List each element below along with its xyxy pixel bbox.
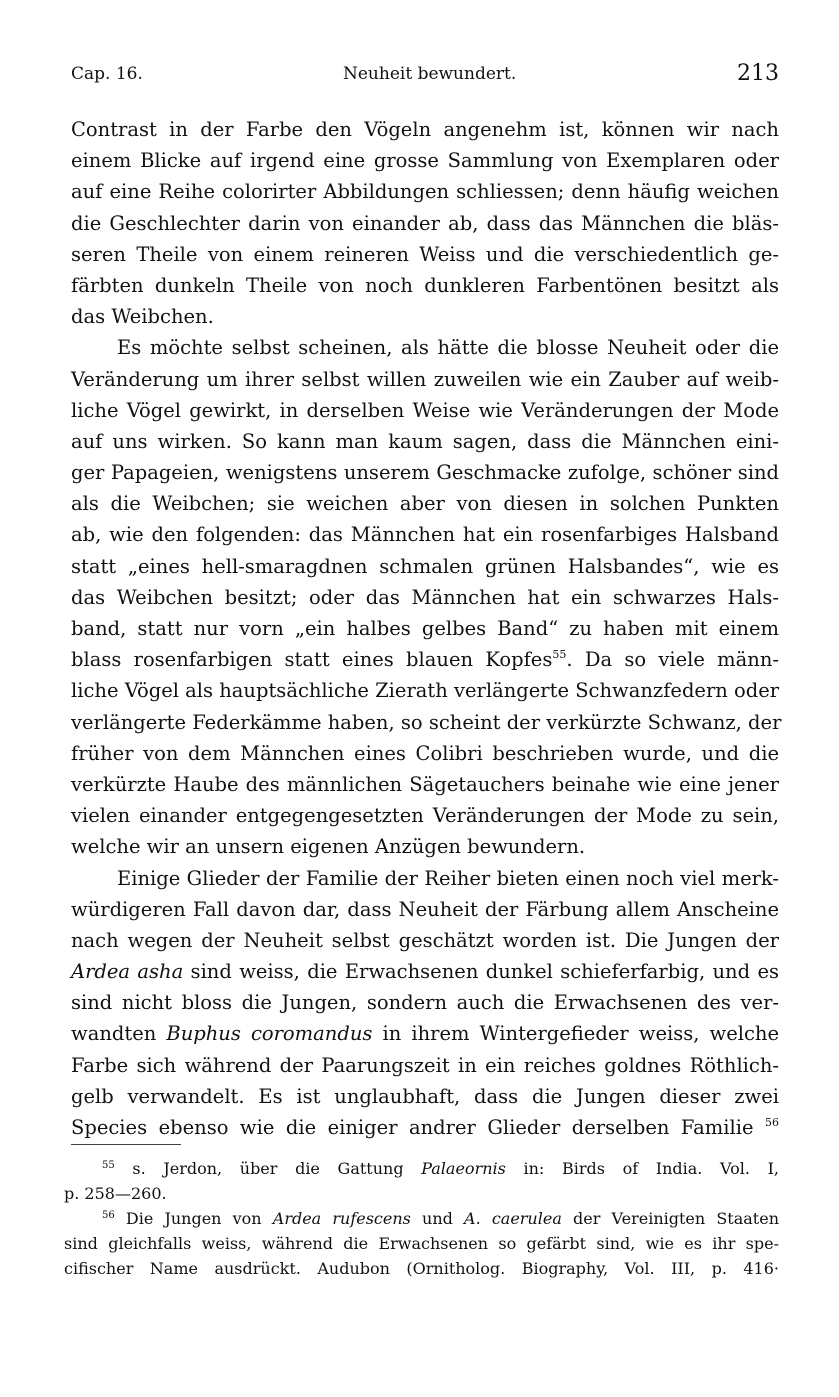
footnote-ref-55: 55 xyxy=(552,648,567,662)
text-line: ab, wie den folgenden: das Männchen hat ein rosenfarbiges Halsband xyxy=(71,523,779,547)
footnote-56 xyxy=(64,1206,779,1231)
text-line: verkürzte Haube des männlichen Sägetauchers beinahe wie eine jener xyxy=(71,772,779,796)
text-line: liche Vögel gewirkt, in derselben Weise wie Veränderungen der Mode xyxy=(71,398,779,422)
text-line: würdigeren Fall davon dar, dass Neuheit der Färbung allem Anscheine xyxy=(71,897,779,921)
footnote-marker: 55 xyxy=(102,1160,115,1171)
running-head xyxy=(71,61,779,90)
text-line: seren Theile von einem reineren Weiss und die verschiedentlich ge- xyxy=(71,242,779,266)
text-line xyxy=(71,1112,779,1143)
text-segment: wandten xyxy=(71,1022,167,1046)
text-segment: . Da so viele männ- xyxy=(566,648,779,672)
running-title: Neuheit bewundert. xyxy=(343,64,517,84)
text-line: einem Blicke auf irgend eine grosse Sammlung von Exemplaren oder xyxy=(71,149,779,173)
species-name: Ardea rufescens xyxy=(272,1209,411,1228)
text-line: Contrast in der Farbe den Vögeln angenehm ist, können wir nach xyxy=(71,118,779,141)
text-segment: s. Jerdon, über die Gattung xyxy=(114,1159,422,1178)
footnote-line: cifischer Name ausdrückt. Audubon (Ornitholog. Biography, Vol. III, p. 416· xyxy=(64,1259,779,1278)
text-line xyxy=(71,956,779,987)
text-line: Es möchte selbst scheinen, als hätte die blosse Neuheit oder die xyxy=(117,336,779,360)
genus-name: Palaeornis xyxy=(421,1159,506,1178)
text-segment: und xyxy=(410,1209,465,1228)
text-line: liche Vögel als hauptsächliche Zierath verlängerte Schwanzfedern oder xyxy=(71,679,780,703)
text-line: welche wir an unsern eigenen Anzügen bewundern. xyxy=(71,835,586,859)
text-line: Veränderung um ihrer selbst willen zuweilen wie ein Zauber auf weib- xyxy=(71,367,779,391)
text-line xyxy=(71,1018,779,1049)
text-line: sind nicht bloss die Jungen, sondern auch die Erwachsenen des ver- xyxy=(71,991,779,1015)
text-line: Farbe sich während der Paarungszeit in ein reiches goldnes Röthlich- xyxy=(71,1053,779,1077)
text-line: vielen einander entgegengesetzten Veränderungen der Mode zu sein, xyxy=(71,804,779,828)
text-line: Einige Glieder der Familie der Reiher bieten einen noch viel merk- xyxy=(117,866,779,890)
text-segment: blass rosenfarbigen statt eines blauen Kopfes xyxy=(71,648,553,672)
text-segment: Species ebenso wie die einiger andrer Glieder derselben Familie xyxy=(71,1116,754,1139)
text-line: die Geschlechter darin von einander ab, dass das Männchen die bläs- xyxy=(71,211,779,235)
text-line: als die Weibchen; sie weichen aber von diesen in solchen Punkten xyxy=(71,492,779,516)
footnote-55 xyxy=(64,1156,779,1181)
page-number: 213 xyxy=(737,61,779,86)
text-line: das Weibchen. xyxy=(71,305,214,329)
text-line: band, statt nur vorn „ein halbes gelbes Band“ zu haben mit einem xyxy=(71,617,779,640)
text-line: auf eine Reihe colorirter Abbildungen schliessen; denn häufig weichen xyxy=(71,180,779,204)
footnotes xyxy=(64,1156,779,1281)
text-line: nach wegen der Neuheit selbst geschätzt worden ist. Die Jungen der xyxy=(71,928,779,952)
footnote-marker: 56 xyxy=(102,1210,115,1221)
footnote-divider xyxy=(71,1144,181,1145)
footnote-line: sind gleichfalls weiss, während die Erwachsenen so gefärbt sind, wie es ihr spe- xyxy=(64,1234,779,1253)
species-name: Ardea asha xyxy=(71,960,184,984)
text-line: ger Papageien, wenigstens unserem Geschmacke zufolge, schöner sind xyxy=(71,461,779,485)
text-line: auf uns wirken. So kann man kaum sagen, dass die Männchen eini- xyxy=(71,429,779,453)
text-segment: sind weiss, die Erwachsenen dunkel schieferfarbig, und es xyxy=(183,960,779,984)
text-segment: in: Birds of India. Vol. I, xyxy=(505,1159,779,1178)
text-line: früher von dem Männchen eines Colibri beschrieben wurde, und die xyxy=(71,741,779,765)
main-text xyxy=(71,114,782,1143)
footnote-ref-56: 56 xyxy=(765,1116,779,1129)
species-name: Buphus coromandus xyxy=(166,1022,373,1046)
text-segment: der Vereinigten Staaten xyxy=(561,1209,780,1228)
text-line: gelb verwandelt. Es ist unglaubhaft, dass die Jungen dieser zwei xyxy=(71,1084,779,1108)
text-line: färbten dunkeln Theile von noch dunkleren Farbentönen besitzt als xyxy=(71,273,779,297)
text-line: das Weibchen besitzt; oder das Männchen hat ein schwarzes Hals- xyxy=(71,585,779,609)
text-line: statt „eines hell-smaragdnen schmalen grünen Halsbandes“, wie es xyxy=(71,554,779,578)
text-segment: in ihrem Wintergefieder weiss, welche xyxy=(372,1022,779,1046)
text-line xyxy=(71,644,779,675)
text-segment: Die Jungen von xyxy=(114,1209,273,1228)
species-name: A. caerulea xyxy=(464,1209,562,1228)
footnote-line: p. 258—260. xyxy=(64,1184,167,1203)
chapter-label: Cap. 16. xyxy=(71,64,143,84)
text-line: verlängerte Federkämme haben, so scheint der verkürzte Schwanz, der xyxy=(71,710,782,734)
